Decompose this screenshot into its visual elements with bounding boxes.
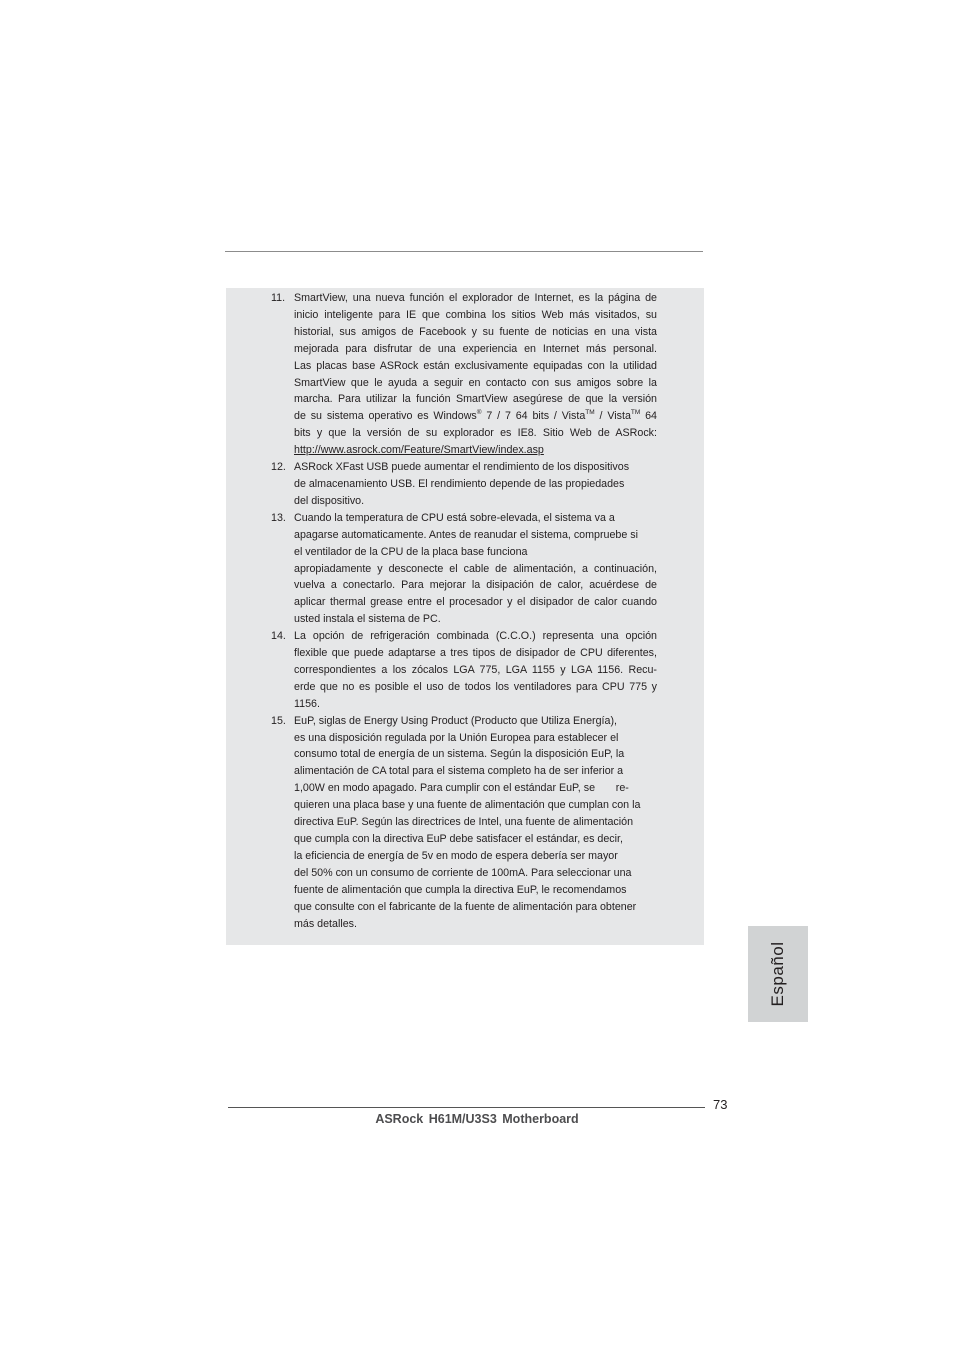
note-line: ASRock XFast USB puede aumentar el rendimiento de los dispositivos [294, 461, 630, 474]
note-line: 1,00W en modo apagado. Para cumplir con el estándar EuP, se re- [294, 782, 629, 795]
note-number: 12. [271, 461, 286, 474]
note-line: que consulte con el fabricante de la fuente de alimentación para obtener [294, 900, 637, 913]
note-line: del 50% con un consumo de corriente de 100mA. Para seleccionar una [294, 866, 632, 879]
language-tab [748, 926, 808, 1022]
note-line: flexible que puede adaptarse a tres tipos de disipador de CPU diferentes, [294, 647, 657, 660]
note-line: fuente de alimentación que cumpla la directiva EuP, le recomendamos [294, 883, 627, 896]
note-line: apagarse automaticamente. Antes de reanudar el sistema, compruebe si [294, 528, 638, 541]
registered-mark: ® [476, 408, 482, 416]
note-line: más detalles. [294, 917, 357, 930]
note-line: aplicar thermal grease entre el procesador y el disipador de calor cuando [294, 596, 657, 609]
note-item-14 [226, 628, 704, 713]
footer-title: ASRock H61M/U3S3 Motherboard [375, 1112, 579, 1126]
note-line: SmartView, una nueva función el explorador de Internet, es la página de [294, 292, 657, 304]
note-line: inicio inteligente para IE que combina los sitios Web más visitados, su [294, 308, 657, 321]
note-line: vuelva a conectarlo. Para mejorar la disipación de calor, acuérdese de [294, 579, 657, 592]
note-item-15 [226, 713, 704, 933]
note-line: historial, sus amigos de Facebook y su fuente de noticias en una vista [294, 325, 657, 338]
note-line: erde que no es posible el uso de todos los ventiladores para CPU 775 y [294, 680, 657, 693]
note-line: 1156. [294, 697, 320, 710]
note-line: bits y que la versión de su explorador es IE8. Sitio Web de ASRock: [294, 427, 657, 440]
note-line: marcha. Para utilizar la función SmartView asegúrese de que la versión [294, 393, 657, 406]
note-line: EuP, siglas de Energy Using Product (Producto que Utiliza Energía), [294, 714, 617, 727]
note-number: 13. [271, 511, 286, 524]
page-number: 73 [713, 1097, 728, 1112]
note-line: alimentación de CA total para el sistema completo ha de ser inferior a [294, 765, 624, 778]
note-line: consumo total de energía de un sistema. Según la disposición EuP, la [294, 748, 625, 761]
note-line: que cumpla con la directiva EuP debe satisfacer el estándar, es decir, [294, 833, 623, 845]
note-line: la eficiencia de energía de 5v en modo de espera debería ser mayor [294, 849, 618, 862]
trademark-mark: TM [630, 408, 641, 416]
note-line: directiva EuP. Según las directrices de Intel, una fuente de alimentación [294, 816, 634, 829]
note-line: usted instala el sistema de PC. [294, 613, 441, 626]
trademark-mark: TM [585, 408, 595, 416]
note-line: el ventilador de la CPU de la placa base funciona [294, 545, 528, 558]
note-line: La opción de refrigeración combinada (C.C.O.) representa una opción [294, 630, 657, 643]
note-line: Las placas base ASRock están exclusivamente equipadas con la utilidad [294, 359, 657, 372]
note-line: quieren una placa base y una fuente de alimentación que cumplan con la [294, 799, 641, 812]
note-line: del dispositivo. [294, 494, 365, 507]
notes-list [226, 290, 704, 932]
footer-divider [228, 1107, 705, 1108]
note-item-12 [226, 459, 704, 510]
windows-version-line: de su sistema operativo es Windows® 7 / 7 64 bits / Vista™ / Vista™ 64 [294, 408, 657, 423]
note-number: 14. [271, 630, 286, 643]
note-line: correspondientes a los zócalos LGA 775, LGA 1155 y LGA 1156. Recu- [294, 663, 657, 676]
note-line: es una disposición regulada por la Unión Europea para establecer el [294, 731, 619, 744]
note-line: Cuando la temperatura de CPU está sobre-elevada, el sistema va a [294, 511, 615, 524]
note-line: mejorada para disfrutar de una experiencia en Internet más personal. [294, 342, 657, 355]
note-line: apropiadamente y desconecte el cable de alimentación, a continuación, [294, 562, 657, 575]
top-divider [225, 251, 703, 252]
smartview-link[interactable]: http://www.asrock.com/Feature/SmartView/index.asp [294, 444, 544, 457]
note-item-11 [226, 290, 704, 459]
note-number: 15. [271, 714, 286, 727]
notes-panel [226, 288, 704, 945]
note-line: de almacenamiento USB. El rendimiento depende de las propiedades [294, 477, 625, 490]
note-line: SmartView que le ayuda a seguir en contacto con sus amigos sobre la [294, 376, 657, 389]
note-number: 11. [271, 292, 286, 304]
note-item-13 [226, 510, 704, 628]
language-tab-label: Español [768, 941, 787, 1007]
